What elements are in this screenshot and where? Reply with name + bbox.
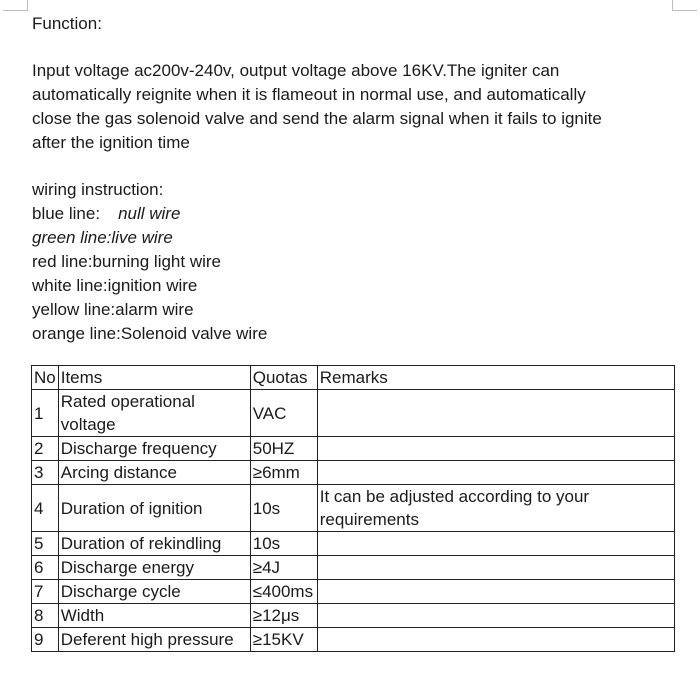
- cell-no: 6: [32, 556, 59, 580]
- wiring-blue: [32, 202, 267, 226]
- function-heading: Function:: [32, 14, 102, 33]
- cell-no: 8: [32, 604, 59, 628]
- wiring-white: white line:ignition wire: [32, 276, 198, 295]
- function-line: automatically reignite when it is flameout in normal use, and automatically: [32, 85, 586, 104]
- cell-quota: 50HZ: [250, 437, 317, 461]
- cell-quota: 10s: [250, 485, 317, 532]
- table-row: [32, 628, 675, 652]
- wiring-instruction: [32, 178, 267, 346]
- cell-no: 5: [32, 532, 59, 556]
- wiring-orange: orange line:Solenoid valve wire: [32, 324, 268, 343]
- table-row: [32, 461, 675, 485]
- cell-quota: ≤400ms: [250, 580, 317, 604]
- cell-remark: [317, 461, 674, 485]
- header-no: No: [32, 366, 59, 390]
- cell-no: 1: [32, 390, 59, 437]
- cell-remark: [317, 628, 674, 652]
- function-paragraph: [32, 59, 662, 155]
- header-quotas: Quotas: [250, 366, 317, 390]
- cell-quota: ≥12μs: [250, 604, 317, 628]
- cell-remark: [317, 580, 674, 604]
- cell-remark: [317, 532, 674, 556]
- function-line: close the gas solenoid valve and send the alarm signal when it fails to ignite: [32, 109, 602, 128]
- cell-no: 7: [32, 580, 59, 604]
- cell-quota: VAC: [250, 390, 317, 437]
- cell-item: Width: [58, 604, 250, 628]
- cell-remark: [317, 556, 674, 580]
- wiring-blue-value: null wire: [118, 204, 181, 223]
- wiring-yellow: yellow line:alarm wire: [32, 300, 194, 319]
- cell-remark: [317, 604, 674, 628]
- cell-remark: [317, 437, 674, 461]
- header-items: Items: [58, 366, 250, 390]
- cell-item: Duration of ignition: [58, 485, 250, 532]
- crop-mark-left: [3, 0, 28, 11]
- table-header-row: [32, 366, 675, 390]
- function-line: Input voltage ac200v-240v, output voltage above 16KV.The igniter can: [32, 61, 560, 80]
- crop-mark-right: [672, 0, 697, 11]
- table-row: [32, 580, 675, 604]
- cell-remark: It can be adjusted according to your requirements: [317, 485, 674, 532]
- wiring-green: green line:live wire: [32, 228, 173, 247]
- cell-item: Discharge energy: [58, 556, 250, 580]
- cell-item: Deferent high pressure: [58, 628, 250, 652]
- cell-no: 2: [32, 437, 59, 461]
- cell-item: Rated operational voltage: [58, 390, 250, 437]
- cell-quota: 10s: [250, 532, 317, 556]
- table-row: [32, 556, 675, 580]
- cell-no: 4: [32, 485, 59, 532]
- cell-item: Arcing distance: [58, 461, 250, 485]
- wiring-blue-label: blue line:: [32, 204, 101, 223]
- cell-item: Duration of rekindling: [58, 532, 250, 556]
- function-line: after the ignition time: [32, 133, 190, 152]
- specification-table: [31, 365, 675, 652]
- table-row: [32, 437, 675, 461]
- wiring-title: wiring instruction:: [32, 180, 164, 199]
- cell-remark: [317, 390, 674, 437]
- cell-no: 3: [32, 461, 59, 485]
- table-row: [32, 485, 675, 532]
- wiring-red: red line:burning light wire: [32, 252, 221, 271]
- cell-quota: ≥6mm: [250, 461, 317, 485]
- cell-no: 9: [32, 628, 59, 652]
- cell-item: Discharge cycle: [58, 580, 250, 604]
- header-remarks: Remarks: [317, 366, 674, 390]
- cell-quota: ≥15KV: [250, 628, 317, 652]
- table-row: [32, 390, 675, 437]
- cell-quota: ≥4J: [250, 556, 317, 580]
- cell-item: Discharge frequency: [58, 437, 250, 461]
- table-row: [32, 532, 675, 556]
- table-row: [32, 604, 675, 628]
